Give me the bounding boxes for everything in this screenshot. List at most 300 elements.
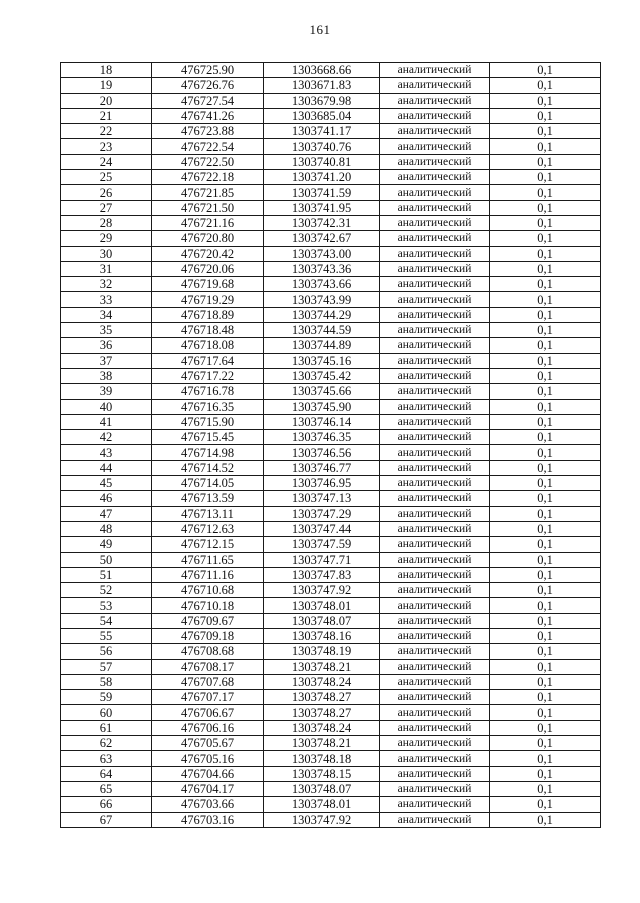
table-row: [61, 797, 601, 812]
accuracy-cell: 0,1: [490, 93, 601, 108]
x-coordinate-cell: 476706.16: [152, 720, 264, 735]
x-coordinate-cell: 476707.17: [152, 690, 264, 705]
accuracy-cell: 0,1: [490, 108, 601, 123]
y-coordinate-cell: 1303747.13: [264, 491, 380, 506]
point-number-cell: 35: [61, 323, 152, 338]
method-cell: аналитический: [380, 323, 490, 338]
y-coordinate-cell: 1303748.01: [264, 598, 380, 613]
method-cell: аналитический: [380, 705, 490, 720]
point-number-cell: 42: [61, 430, 152, 445]
method-cell: аналитический: [380, 766, 490, 781]
method-cell: аналитический: [380, 368, 490, 383]
method-cell: аналитический: [380, 598, 490, 613]
point-number-cell: 32: [61, 277, 152, 292]
method-cell: аналитический: [380, 307, 490, 322]
x-coordinate-cell: 476703.66: [152, 797, 264, 812]
point-number-cell: 29: [61, 231, 152, 246]
accuracy-cell: 0,1: [490, 781, 601, 796]
point-number-cell: 41: [61, 414, 152, 429]
coordinates-table-body: [61, 63, 601, 828]
y-coordinate-cell: 1303748.21: [264, 659, 380, 674]
page-number: 161: [309, 22, 331, 37]
accuracy-cell: 0,1: [490, 720, 601, 735]
table-row: [61, 154, 601, 169]
accuracy-cell: 0,1: [490, 200, 601, 215]
y-coordinate-cell: 1303747.92: [264, 812, 380, 827]
table-row: [61, 384, 601, 399]
x-coordinate-cell: 476715.45: [152, 430, 264, 445]
x-coordinate-cell: 476704.66: [152, 766, 264, 781]
y-coordinate-cell: 1303740.76: [264, 139, 380, 154]
y-coordinate-cell: 1303746.35: [264, 430, 380, 445]
method-cell: аналитический: [380, 399, 490, 414]
accuracy-cell: 0,1: [490, 185, 601, 200]
table-row: [61, 323, 601, 338]
accuracy-cell: 0,1: [490, 231, 601, 246]
x-coordinate-cell: 476711.16: [152, 567, 264, 582]
point-number-cell: 65: [61, 781, 152, 796]
accuracy-cell: 0,1: [490, 215, 601, 230]
y-coordinate-cell: 1303743.66: [264, 277, 380, 292]
point-number-cell: 54: [61, 613, 152, 628]
x-coordinate-cell: 476725.90: [152, 63, 264, 78]
method-cell: аналитический: [380, 460, 490, 475]
table-row: [61, 705, 601, 720]
x-coordinate-cell: 476721.85: [152, 185, 264, 200]
point-number-cell: 23: [61, 139, 152, 154]
x-coordinate-cell: 476722.18: [152, 170, 264, 185]
y-coordinate-cell: 1303748.24: [264, 720, 380, 735]
method-cell: аналитический: [380, 797, 490, 812]
accuracy-cell: 0,1: [490, 491, 601, 506]
method-cell: аналитический: [380, 445, 490, 460]
y-coordinate-cell: 1303744.29: [264, 307, 380, 322]
table-row: [61, 628, 601, 643]
point-number-cell: 34: [61, 307, 152, 322]
point-number-cell: 53: [61, 598, 152, 613]
y-coordinate-cell: 1303748.16: [264, 628, 380, 643]
method-cell: аналитический: [380, 246, 490, 261]
point-number-cell: 25: [61, 170, 152, 185]
point-number-cell: 56: [61, 644, 152, 659]
y-coordinate-cell: 1303668.66: [264, 63, 380, 78]
point-number-cell: 38: [61, 368, 152, 383]
point-number-cell: 51: [61, 567, 152, 582]
accuracy-cell: 0,1: [490, 292, 601, 307]
method-cell: аналитический: [380, 506, 490, 521]
table-row: [61, 720, 601, 735]
x-coordinate-cell: 476721.50: [152, 200, 264, 215]
table-row: [61, 781, 601, 796]
point-number-cell: 57: [61, 659, 152, 674]
x-coordinate-cell: 476741.26: [152, 108, 264, 123]
x-coordinate-cell: 476708.17: [152, 659, 264, 674]
coordinates-table: [60, 62, 601, 828]
table-row: [61, 659, 601, 674]
method-cell: аналитический: [380, 430, 490, 445]
x-coordinate-cell: 476720.80: [152, 231, 264, 246]
x-coordinate-cell: 476710.68: [152, 583, 264, 598]
y-coordinate-cell: 1303746.56: [264, 445, 380, 460]
table-row: [61, 277, 601, 292]
method-cell: аналитический: [380, 613, 490, 628]
x-coordinate-cell: 476705.16: [152, 751, 264, 766]
accuracy-cell: 0,1: [490, 170, 601, 185]
x-coordinate-cell: 476721.16: [152, 215, 264, 230]
table-row: [61, 414, 601, 429]
accuracy-cell: 0,1: [490, 124, 601, 139]
method-cell: аналитический: [380, 521, 490, 536]
accuracy-cell: 0,1: [490, 797, 601, 812]
accuracy-cell: 0,1: [490, 552, 601, 567]
method-cell: аналитический: [380, 231, 490, 246]
x-coordinate-cell: 476718.08: [152, 338, 264, 353]
accuracy-cell: 0,1: [490, 613, 601, 628]
y-coordinate-cell: 1303747.59: [264, 537, 380, 552]
method-cell: аналитический: [380, 261, 490, 276]
y-coordinate-cell: 1303671.83: [264, 78, 380, 93]
accuracy-cell: 0,1: [490, 537, 601, 552]
point-number-cell: 39: [61, 384, 152, 399]
point-number-cell: 62: [61, 736, 152, 751]
accuracy-cell: 0,1: [490, 659, 601, 674]
point-number-cell: 19: [61, 78, 152, 93]
point-number-cell: 26: [61, 185, 152, 200]
accuracy-cell: 0,1: [490, 460, 601, 475]
x-coordinate-cell: 476706.67: [152, 705, 264, 720]
table-row: [61, 93, 601, 108]
y-coordinate-cell: 1303743.99: [264, 292, 380, 307]
table-row: [61, 368, 601, 383]
y-coordinate-cell: 1303748.24: [264, 674, 380, 689]
table-row: [61, 812, 601, 827]
table-row: [61, 338, 601, 353]
point-number-cell: 61: [61, 720, 152, 735]
x-coordinate-cell: 476703.16: [152, 812, 264, 827]
y-coordinate-cell: 1303747.71: [264, 552, 380, 567]
x-coordinate-cell: 476722.54: [152, 139, 264, 154]
accuracy-cell: 0,1: [490, 476, 601, 491]
point-number-cell: 27: [61, 200, 152, 215]
y-coordinate-cell: 1303747.92: [264, 583, 380, 598]
accuracy-cell: 0,1: [490, 307, 601, 322]
method-cell: аналитический: [380, 644, 490, 659]
y-coordinate-cell: 1303745.42: [264, 368, 380, 383]
point-number-cell: 40: [61, 399, 152, 414]
table-row: [61, 108, 601, 123]
table-row: [61, 399, 601, 414]
y-coordinate-cell: 1303685.04: [264, 108, 380, 123]
table-row: [61, 170, 601, 185]
accuracy-cell: 0,1: [490, 445, 601, 460]
point-number-cell: 55: [61, 628, 152, 643]
x-coordinate-cell: 476709.18: [152, 628, 264, 643]
table-row: [61, 460, 601, 475]
x-coordinate-cell: 476723.88: [152, 124, 264, 139]
accuracy-cell: 0,1: [490, 644, 601, 659]
accuracy-cell: 0,1: [490, 567, 601, 582]
x-coordinate-cell: 476716.78: [152, 384, 264, 399]
table-row: [61, 583, 601, 598]
method-cell: аналитический: [380, 583, 490, 598]
x-coordinate-cell: 476713.59: [152, 491, 264, 506]
point-number-cell: 45: [61, 476, 152, 491]
point-number-cell: 33: [61, 292, 152, 307]
table-row: [61, 200, 601, 215]
method-cell: аналитический: [380, 751, 490, 766]
x-coordinate-cell: 476716.35: [152, 399, 264, 414]
point-number-cell: 20: [61, 93, 152, 108]
accuracy-cell: 0,1: [490, 353, 601, 368]
accuracy-cell: 0,1: [490, 598, 601, 613]
accuracy-cell: 0,1: [490, 338, 601, 353]
point-number-cell: 46: [61, 491, 152, 506]
table-row: [61, 521, 601, 536]
method-cell: аналитический: [380, 93, 490, 108]
x-coordinate-cell: 476707.68: [152, 674, 264, 689]
accuracy-cell: 0,1: [490, 384, 601, 399]
table-row: [61, 231, 601, 246]
table-row: [61, 124, 601, 139]
method-cell: аналитический: [380, 491, 490, 506]
point-number-cell: 36: [61, 338, 152, 353]
table-row: [61, 644, 601, 659]
y-coordinate-cell: 1303746.95: [264, 476, 380, 491]
method-cell: аналитический: [380, 690, 490, 705]
table-row: [61, 307, 601, 322]
accuracy-cell: 0,1: [490, 261, 601, 276]
method-cell: аналитический: [380, 108, 490, 123]
y-coordinate-cell: 1303748.19: [264, 644, 380, 659]
accuracy-cell: 0,1: [490, 399, 601, 414]
point-number-cell: 59: [61, 690, 152, 705]
y-coordinate-cell: 1303745.16: [264, 353, 380, 368]
accuracy-cell: 0,1: [490, 414, 601, 429]
x-coordinate-cell: 476726.76: [152, 78, 264, 93]
y-coordinate-cell: 1303748.27: [264, 690, 380, 705]
table-row: [61, 261, 601, 276]
x-coordinate-cell: 476727.54: [152, 93, 264, 108]
x-coordinate-cell: 476713.11: [152, 506, 264, 521]
point-number-cell: 58: [61, 674, 152, 689]
y-coordinate-cell: 1303748.27: [264, 705, 380, 720]
table-row: [61, 552, 601, 567]
method-cell: аналитический: [380, 567, 490, 582]
x-coordinate-cell: 476709.67: [152, 613, 264, 628]
table-row: [61, 537, 601, 552]
table-row: [61, 751, 601, 766]
method-cell: аналитический: [380, 353, 490, 368]
method-cell: аналитический: [380, 674, 490, 689]
method-cell: аналитический: [380, 154, 490, 169]
x-coordinate-cell: 476712.63: [152, 521, 264, 536]
x-coordinate-cell: 476717.64: [152, 353, 264, 368]
y-coordinate-cell: 1303745.66: [264, 384, 380, 399]
method-cell: аналитический: [380, 170, 490, 185]
point-number-cell: 31: [61, 261, 152, 276]
table-row: [61, 292, 601, 307]
y-coordinate-cell: 1303748.15: [264, 766, 380, 781]
table-row: [61, 506, 601, 521]
x-coordinate-cell: 476720.06: [152, 261, 264, 276]
x-coordinate-cell: 476719.29: [152, 292, 264, 307]
x-coordinate-cell: 476714.52: [152, 460, 264, 475]
point-number-cell: 18: [61, 63, 152, 78]
accuracy-cell: 0,1: [490, 78, 601, 93]
y-coordinate-cell: 1303748.18: [264, 751, 380, 766]
table-row: [61, 476, 601, 491]
accuracy-cell: 0,1: [490, 154, 601, 169]
y-coordinate-cell: 1303743.00: [264, 246, 380, 261]
point-number-cell: 48: [61, 521, 152, 536]
point-number-cell: 52: [61, 583, 152, 598]
table-row: [61, 246, 601, 261]
method-cell: аналитический: [380, 736, 490, 751]
y-coordinate-cell: 1303740.81: [264, 154, 380, 169]
point-number-cell: 28: [61, 215, 152, 230]
accuracy-cell: 0,1: [490, 705, 601, 720]
y-coordinate-cell: 1303741.17: [264, 124, 380, 139]
y-coordinate-cell: 1303743.36: [264, 261, 380, 276]
method-cell: аналитический: [380, 139, 490, 154]
table-row: [61, 63, 601, 78]
y-coordinate-cell: 1303744.89: [264, 338, 380, 353]
x-coordinate-cell: 476712.15: [152, 537, 264, 552]
accuracy-cell: 0,1: [490, 690, 601, 705]
accuracy-cell: 0,1: [490, 628, 601, 643]
point-number-cell: 22: [61, 124, 152, 139]
accuracy-cell: 0,1: [490, 766, 601, 781]
x-coordinate-cell: 476720.42: [152, 246, 264, 261]
y-coordinate-cell: 1303748.07: [264, 613, 380, 628]
point-number-cell: 49: [61, 537, 152, 552]
method-cell: аналитический: [380, 659, 490, 674]
method-cell: аналитический: [380, 537, 490, 552]
method-cell: аналитический: [380, 384, 490, 399]
x-coordinate-cell: 476719.68: [152, 277, 264, 292]
method-cell: аналитический: [380, 812, 490, 827]
accuracy-cell: 0,1: [490, 246, 601, 261]
x-coordinate-cell: 476718.89: [152, 307, 264, 322]
accuracy-cell: 0,1: [490, 751, 601, 766]
method-cell: аналитический: [380, 185, 490, 200]
x-coordinate-cell: 476715.90: [152, 414, 264, 429]
point-number-cell: 60: [61, 705, 152, 720]
x-coordinate-cell: 476710.18: [152, 598, 264, 613]
accuracy-cell: 0,1: [490, 430, 601, 445]
point-number-cell: 47: [61, 506, 152, 521]
accuracy-cell: 0,1: [490, 521, 601, 536]
x-coordinate-cell: 476705.67: [152, 736, 264, 751]
x-coordinate-cell: 476714.05: [152, 476, 264, 491]
accuracy-cell: 0,1: [490, 506, 601, 521]
y-coordinate-cell: 1303742.31: [264, 215, 380, 230]
table-row: [61, 353, 601, 368]
table-row: [61, 215, 601, 230]
method-cell: аналитический: [380, 781, 490, 796]
y-coordinate-cell: 1303746.14: [264, 414, 380, 429]
table-row: [61, 567, 601, 582]
accuracy-cell: 0,1: [490, 63, 601, 78]
table-row: [61, 139, 601, 154]
point-number-cell: 43: [61, 445, 152, 460]
y-coordinate-cell: 1303747.29: [264, 506, 380, 521]
y-coordinate-cell: 1303741.95: [264, 200, 380, 215]
method-cell: аналитический: [380, 124, 490, 139]
y-coordinate-cell: 1303679.98: [264, 93, 380, 108]
point-number-cell: 21: [61, 108, 152, 123]
point-number-cell: 37: [61, 353, 152, 368]
y-coordinate-cell: 1303747.83: [264, 567, 380, 582]
x-coordinate-cell: 476714.98: [152, 445, 264, 460]
method-cell: аналитический: [380, 63, 490, 78]
y-coordinate-cell: 1303741.20: [264, 170, 380, 185]
y-coordinate-cell: 1303745.90: [264, 399, 380, 414]
table-row: [61, 736, 601, 751]
x-coordinate-cell: 476717.22: [152, 368, 264, 383]
point-number-cell: 66: [61, 797, 152, 812]
table-row: [61, 598, 601, 613]
point-number-cell: 44: [61, 460, 152, 475]
method-cell: аналитический: [380, 215, 490, 230]
method-cell: аналитический: [380, 200, 490, 215]
accuracy-cell: 0,1: [490, 277, 601, 292]
accuracy-cell: 0,1: [490, 583, 601, 598]
x-coordinate-cell: 476722.50: [152, 154, 264, 169]
point-number-cell: 67: [61, 812, 152, 827]
accuracy-cell: 0,1: [490, 736, 601, 751]
x-coordinate-cell: 476708.68: [152, 644, 264, 659]
accuracy-cell: 0,1: [490, 674, 601, 689]
accuracy-cell: 0,1: [490, 368, 601, 383]
table-row: [61, 491, 601, 506]
y-coordinate-cell: 1303746.77: [264, 460, 380, 475]
y-coordinate-cell: 1303742.67: [264, 231, 380, 246]
method-cell: аналитический: [380, 628, 490, 643]
y-coordinate-cell: 1303748.21: [264, 736, 380, 751]
table-row: [61, 78, 601, 93]
accuracy-cell: 0,1: [490, 812, 601, 827]
x-coordinate-cell: 476704.17: [152, 781, 264, 796]
method-cell: аналитический: [380, 552, 490, 567]
method-cell: аналитический: [380, 277, 490, 292]
point-number-cell: 63: [61, 751, 152, 766]
method-cell: аналитический: [380, 476, 490, 491]
y-coordinate-cell: 1303744.59: [264, 323, 380, 338]
point-number-cell: 64: [61, 766, 152, 781]
x-coordinate-cell: 476711.65: [152, 552, 264, 567]
accuracy-cell: 0,1: [490, 323, 601, 338]
y-coordinate-cell: 1303748.01: [264, 797, 380, 812]
table-row: [61, 430, 601, 445]
point-number-cell: 50: [61, 552, 152, 567]
method-cell: аналитический: [380, 78, 490, 93]
method-cell: аналитический: [380, 338, 490, 353]
method-cell: аналитический: [380, 414, 490, 429]
method-cell: аналитический: [380, 720, 490, 735]
point-number-cell: 24: [61, 154, 152, 169]
y-coordinate-cell: 1303741.59: [264, 185, 380, 200]
x-coordinate-cell: 476718.48: [152, 323, 264, 338]
table-row: [61, 766, 601, 781]
table-row: [61, 690, 601, 705]
point-number-cell: 30: [61, 246, 152, 261]
table-row: [61, 674, 601, 689]
table-row: [61, 613, 601, 628]
table-row: [61, 445, 601, 460]
y-coordinate-cell: 1303748.07: [264, 781, 380, 796]
y-coordinate-cell: 1303747.44: [264, 521, 380, 536]
